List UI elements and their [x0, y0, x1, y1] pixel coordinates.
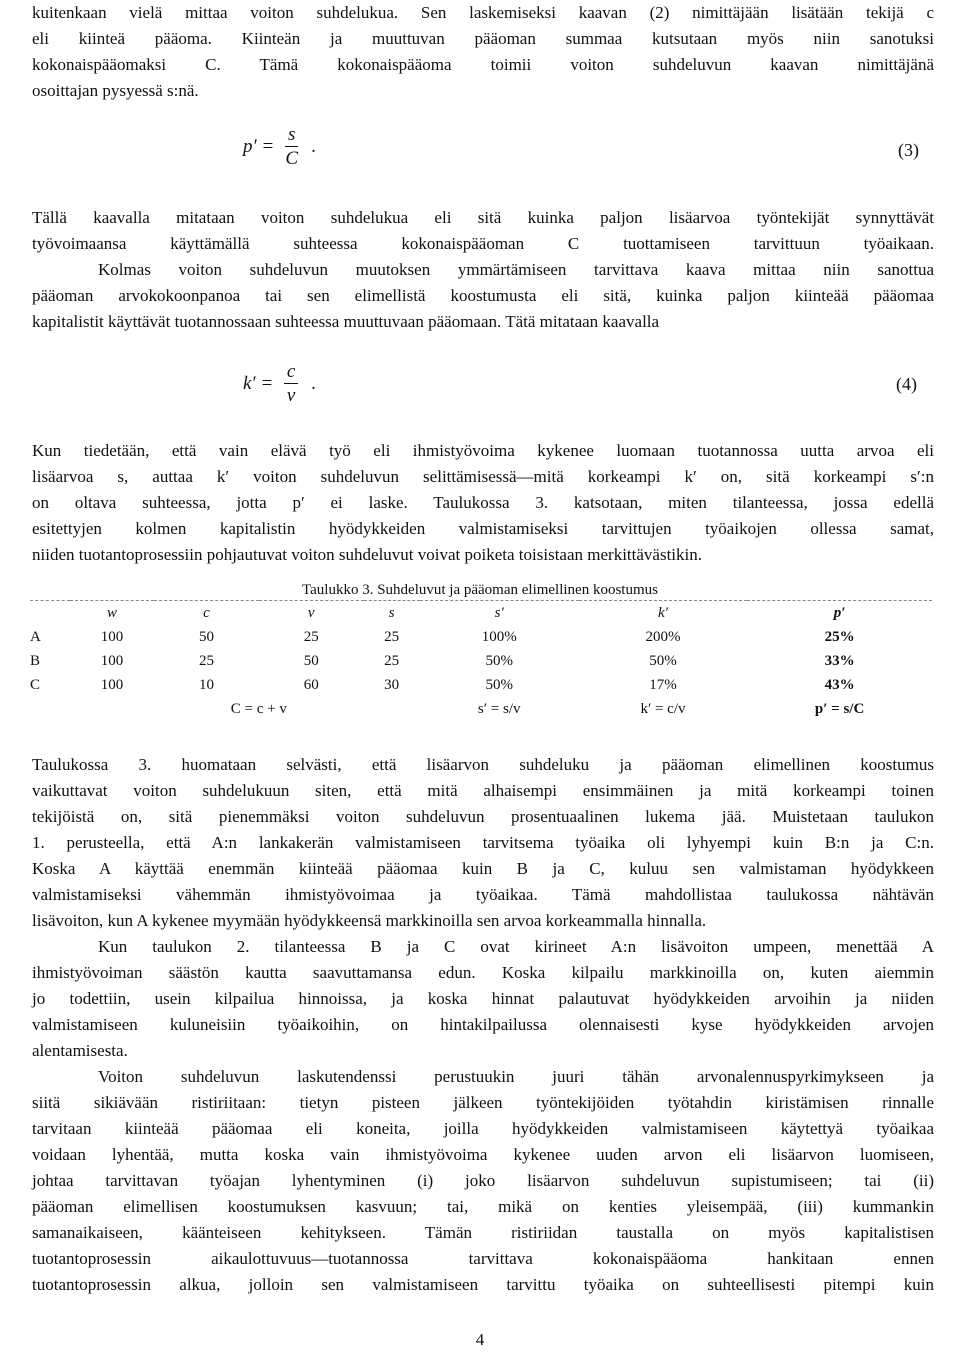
text-line: eli kiinteä pääoma. Kiinteän ja muuttuvan pääoman summaa kutsutaan myös niin sanotuksi [32, 29, 934, 48]
row-label: A [30, 628, 41, 645]
text-line: tuotantoprosessin alkua, jolloin sen valmistamiseen tarvittu työaika on suhteellisesti pitempi kuin [32, 1275, 934, 1294]
formula-cell: s′ = s/v [477, 700, 521, 717]
table-cell: 30 [384, 676, 400, 693]
header-cell: s′ [494, 604, 504, 621]
paragraph-surplus-value [32, 438, 934, 568]
text-line: vaikuttavat voiton suhdelukuun siten, että mitä alhaisempi ensimmäinen ja mitä korkeampi toinen [32, 781, 934, 800]
table-cell: 10 [198, 676, 214, 693]
text-line: pääoman arvokokoonpanoa tai sen elimellistä koostumusta eli sitä, kuinka paljon kiinteää pääomaa [32, 286, 934, 305]
table-header-row [30, 601, 932, 626]
table-cell: 25 [198, 652, 214, 669]
paragraph-table-analysis [32, 752, 934, 934]
table-cell: 25 [384, 628, 400, 645]
table-cell: 200% [645, 628, 681, 645]
text-line: niiden tuotantoprosessiin pohjautuvat voiton suhdeluvut voivat poiketa toisistaan merkittävästikin. [32, 545, 702, 564]
text-line: samanaikaiseen, käänteiseen kehitykseen. Tämän ristiriidan taustalla on myös kapitalistisen [32, 1223, 934, 1242]
table-cell [364, 697, 420, 721]
table-cell: 60 [303, 676, 319, 693]
formula-cell: k′ = c/v [640, 700, 686, 717]
table-cell: 50% [485, 676, 513, 693]
table-cell: 33% [824, 652, 855, 669]
text-line: jo todettiin, usein kilpailua hinnoissa, ja koska hinnat palautuvat hyödykkeiden arvoihin ja niiden [32, 989, 934, 1008]
paragraph-competition [32, 934, 934, 1064]
table-cell: 43% [824, 676, 855, 693]
table-cell: 100% [481, 628, 517, 645]
formula-organic-composition [243, 361, 316, 408]
text-line: kokonaispääomaksi C. Tämä kokonaispääoma toimii voiton suhdeluvun kaavan nimittäjänä [32, 55, 934, 74]
text-line: Kun taulukon 2. tilanteessa B ja C ovat kirineet A:n lisävoiton umpeen, menettää A [98, 937, 934, 956]
table-cell: 17% [649, 676, 677, 693]
table-cell: 50 [198, 628, 214, 645]
table-cell: 25 [384, 652, 400, 669]
table-cell: 50 [303, 652, 319, 669]
header-cell: k′ [658, 604, 668, 621]
text-line: Koska A käyttää enemmän kiinteää pääomaa kuin B ja C, kuluu sen valmistaman hyödykkeen [32, 859, 934, 878]
text-line: tarvitaan kiinteää pääomaa eli koneita, joilla hyödykkeiden valmistamiseen käytettyä työaikaa [32, 1119, 934, 1138]
text-line: tuotantoprosessin aikaulottuvuus—tuotannossa tarvittava kokonaispääoma hankitaan ennen [32, 1249, 934, 1268]
table-cell [70, 697, 154, 721]
paragraph-falling-rate [32, 1064, 934, 1298]
row-label: C [30, 676, 41, 693]
fraction-numerator: c [284, 361, 298, 384]
formula-cell: C = c + v [230, 700, 287, 717]
header-cell: w [107, 604, 118, 621]
table-cell: 100 [100, 652, 124, 669]
header-cell: c [203, 604, 210, 621]
formula-trail: . [311, 135, 316, 157]
row-label: B [30, 652, 41, 669]
paragraph-formula-explanation [32, 205, 934, 257]
fraction [285, 124, 298, 171]
fraction-denominator: C [285, 148, 299, 169]
table-cell: 100 [100, 676, 124, 693]
header-cell: s [388, 604, 395, 621]
text-line: tekijöistä on, sitä pienemmäksi voiton suhdeluvun prosentuaalinen lukema jää. Muistetaan taulukon [32, 807, 934, 826]
header-cell: v [307, 604, 315, 621]
table-cell [30, 697, 70, 721]
formula-lhs: p′ = [243, 135, 275, 157]
table-row [30, 673, 932, 697]
text-line: osoittajan pysyessä s:nä. [32, 81, 199, 100]
text-line: Kun tiedetään, että vain elävä työ eli ihmistyövoima kykenee luomaan tuotannossa uutta arvoa eli [32, 441, 934, 460]
fraction-denominator: v [286, 385, 296, 406]
paragraph-capital-intro [32, 0, 934, 104]
table-row [30, 649, 932, 673]
text-line: Kolmas voiton suhdeluvun muutoksen ymmärtämiseen tarvittava kaava mittaa niin sanottua [98, 260, 934, 279]
equation-number: (3) [898, 140, 919, 160]
table-cell: 25 [303, 628, 319, 645]
page-number: 4 [475, 1330, 485, 1349]
fraction [284, 361, 298, 408]
fraction-numerator: s [285, 124, 298, 147]
text-line: on oltava suhteessa, jotta p′ ei laske. Taulukossa 3. katsotaan, miten tilanteessa, jossa edellä [32, 493, 934, 512]
text-line: pääoman elimellisen koostumuksen kasvuun; tai, mikä on kenties yleisempää, (iii) kummankin [32, 1197, 934, 1216]
text-line: Taulukossa 3. huomataan selvästi, että lisäarvon suhdeluku ja pääoman elimellinen koostumus [32, 755, 934, 774]
header-cell [30, 601, 70, 626]
header-cell: p′ [833, 604, 846, 621]
text-line: 1. perusteella, että A:n lankakerän valmistamiseen tarvitsema työaika oli lyhyempi kuin B:n ja C:n. [32, 833, 934, 852]
formula-cell: p′ = s/C [814, 700, 865, 717]
formula-profit-rate [243, 124, 316, 171]
text-line: lisävoiton, kun A kykenee myymään hyödykkeensä markkinoilla sen arvoa korkeammalla hinnalla. [32, 911, 707, 930]
text-line: ihmistyövoiman säästön kautta saavuttamansa edun. Koska kilpailu markkinoilla on, kuten aiemmin [32, 963, 934, 982]
text-line: Tällä kaavalla mitataan voiton suhdelukua eli sitä kuinka paljon lisäarvoa työntekijät synnyttävät [32, 208, 934, 227]
ratios-table [30, 600, 932, 721]
text-line: Voiton suhdeluvun laskutendenssi perustuukin juuri tähän arvonalennuspyrkimykseen ja [98, 1067, 934, 1086]
table-cell: 100 [100, 628, 124, 645]
formula-row [30, 697, 932, 721]
table-row [30, 625, 932, 649]
formula-trail: . [311, 372, 316, 394]
table-caption: Taulukko 3. Suhdeluvut ja pääoman elimellinen koostumus [302, 582, 658, 598]
table-cell: 50% [485, 652, 513, 669]
text-line: valmistamiseksi vähemmän ihmistyövoimaa ja työaikaa. Tämä mahdollistaa taulukossa nähtävän [32, 885, 934, 904]
equation-number: (4) [896, 374, 917, 394]
table-cell: 25% [824, 628, 855, 645]
text-line: työvoimaansa käyttämällä suhteessa kokonaispääoman C tuottamiseen tarvittuun työaikaan. [32, 234, 934, 253]
text-line: lisäarvoa s, auttaa k′ voiton suhdeluvun selittämisessä—mitä korkeampi k′ on, sitä korkeampi s′:n [32, 467, 934, 486]
text-line: voidaan lyhentää, mutta koska vain ihmistyövoima kykenee uuden arvon eli lisäarvon luomiseen, [32, 1145, 934, 1164]
text-line: johtaa tarvittavan työajan lyhentyminen (i) joko lisäarvon suhdeluvun supistumiseen; tai (ii) [32, 1171, 934, 1190]
text-line: valmistamiseen kuluneisiin työaikoihin, on hintakilpailussa olennaisesti kyse hyödykkeiden arvojen [32, 1015, 934, 1034]
paragraph-organic-composition [32, 257, 934, 335]
text-line: siitä sikiävään ristiriitaan: tietyn pisteen jälkeen työntekijöiden työtahdin kiristämisen rinnalle [32, 1093, 934, 1112]
text-line: esitettyjen kolmen kapitalistin hyödykkeiden valmistamiseksi tarvittujen työaikojen ollessa samat, [32, 519, 934, 538]
text-line: kapitalistit käyttävät tuotannossaan suhteessa muuttuvaan pääomaan. Tätä mitataan kaavalla [32, 312, 660, 331]
table-cell: 50% [649, 652, 677, 669]
text-line: alentamisesta. [32, 1041, 128, 1060]
formula-lhs: k′ = [243, 372, 274, 394]
text-line: kuitenkaan vielä mittaa voiton suhdelukua. Sen laskemiseksi kaavan (2) nimittäjään lisätään tekijä c [32, 3, 934, 22]
